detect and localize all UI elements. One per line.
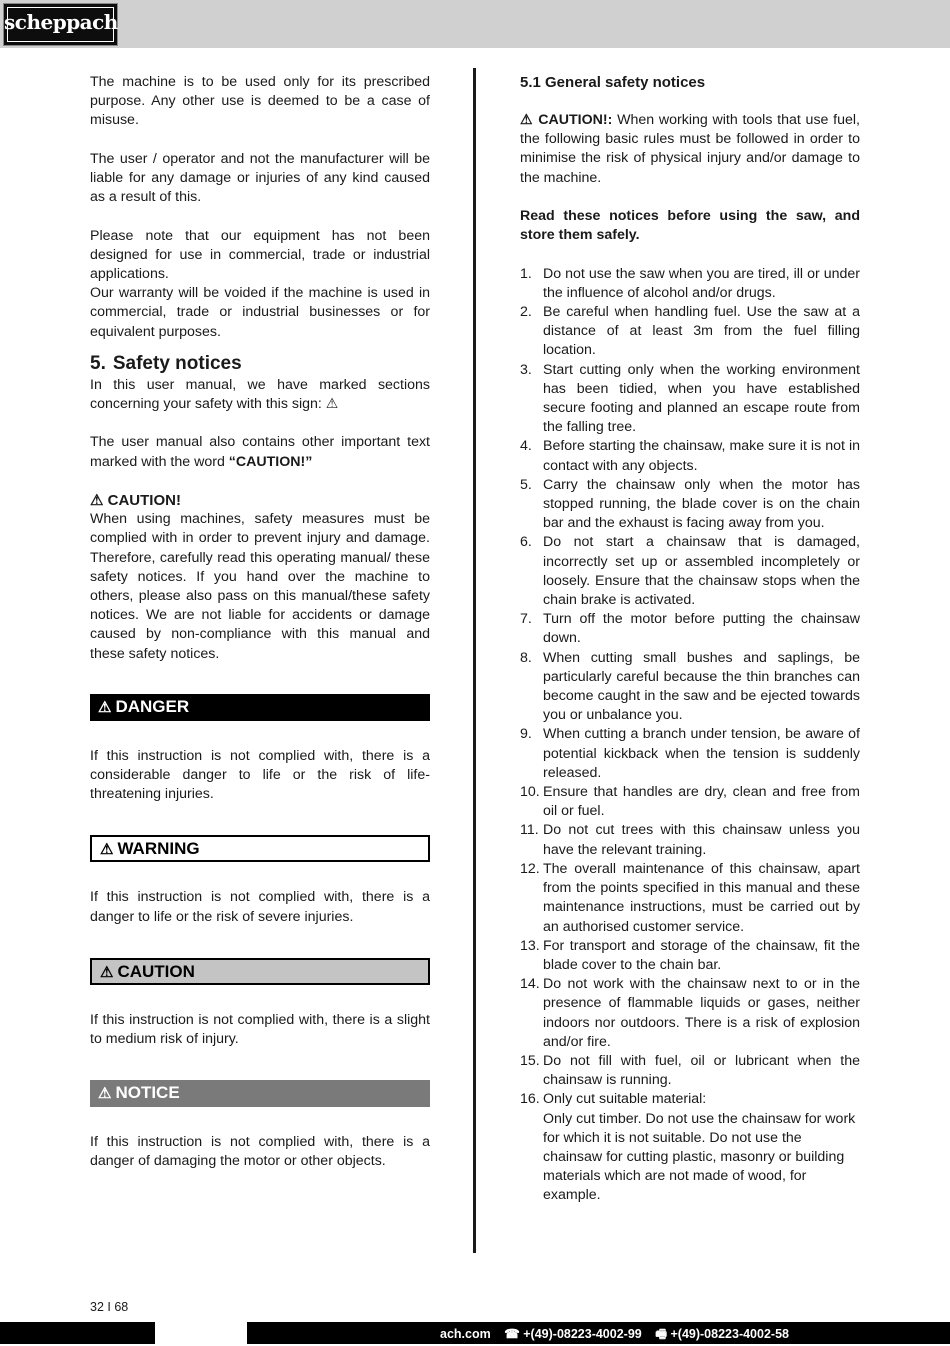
list-item [520, 783, 860, 821]
paragraph-commercial-use: Please note that our equipment has not been designed for use in commercial, trade or industrial applications. [90, 227, 430, 282]
paragraph-caution-word: The user manual also contains other important text marked with the word “CAUTION!” [90, 434, 430, 470]
footer-phone: ☎ +(49)-08223-4002-99 [504, 1327, 642, 1341]
warning-label-box: ⚠ WARNING [90, 835, 430, 862]
list-item-text: For transport and storage of the chainsaw, fit the blade cover to the chain bar. [543, 937, 860, 973]
footer-white-block [155, 1322, 247, 1344]
list-item-number: 4. [520, 438, 532, 455]
list-item [520, 1090, 860, 1109]
notice-text: If this instruction is not complied with, there is a danger of damaging the motor or other objects. [90, 1134, 430, 1170]
list-item [520, 937, 860, 975]
warning-text: If this instruction is not complied with, there is a danger to life or the risk of severe injuries. [90, 889, 430, 925]
list-item-number: 15. [520, 1052, 540, 1069]
list-item-text: Start cutting only when the working environment has been tidied, when you have established secure footing and planned an escape route from the falling tree. [543, 361, 860, 436]
list-item-number: 12. [520, 860, 540, 877]
list-item-text: Ensure that handles are dry, clean and free from oil or fuel. [543, 784, 860, 820]
section-number: 5. [90, 352, 106, 374]
paragraph-read-notices: Read these notices before using the saw, and store them safely. [520, 208, 860, 244]
footer-contact [440, 1325, 799, 1346]
list-item [520, 361, 860, 438]
caution-word: “CAUTION!” [228, 453, 313, 470]
list-item-number: 9. [520, 726, 532, 743]
footer-website: ach.com [440, 1327, 491, 1341]
warning-triangle-icon: ⚠ [98, 698, 112, 716]
footer-fax: 🖷 +(49)-08223-4002-58 [655, 1327, 789, 1341]
caution-text: If this instruction is not complied with, there is a slight to medium risk of injury. [90, 1011, 430, 1048]
list-item-number: 11. [520, 822, 539, 839]
danger-label-box: ⚠ DANGER [90, 694, 430, 721]
page-header [0, 0, 950, 48]
list-item-number: 13. [520, 937, 540, 954]
list-item-number: 1. [520, 265, 532, 282]
page-number: 32 I 68 [90, 1300, 129, 1314]
list-item-number: 14. [520, 976, 540, 993]
warning-triangle-icon: ⚠ [100, 963, 114, 981]
paragraph-liability: The user / operator and not the manufacturer will be liable for any damage or injuries of any kind caused as a result of this. [90, 150, 430, 206]
list-item [520, 437, 860, 475]
danger-text: If this instruction is not complied with, there is a considerable danger to life or the risk of life-threatening injuries. [90, 747, 430, 803]
paragraph-intended-use: The machine is to be used only for its prescribed purpose. Any other use is deemed to be a case of misuse. [90, 74, 430, 129]
list-item [520, 725, 860, 783]
list-item [520, 303, 860, 361]
notice-label-box: ⚠ NOTICE [90, 1080, 430, 1107]
list-item-text: Do not cut trees with this chainsaw unless you have the relevant training. [543, 822, 860, 858]
list-item [520, 649, 860, 726]
left-column [90, 73, 430, 1172]
list-item-text: Be careful when handling fuel. Use the saw at a distance of at least 3m from the fuel filling location. [543, 304, 860, 359]
caution-heading: ⚠ CAUTION! [90, 492, 181, 509]
list-item-number: 3. [520, 361, 532, 378]
warning-triangle-icon: ⚠ [100, 841, 114, 859]
list-item-number: 2. [520, 304, 532, 320]
list-item-text: Carry the chainsaw only when the motor has stopped running, the blade cover is on the chain bar and the exhaust is facing away from you. [543, 476, 860, 532]
safety-rules-list [520, 265, 860, 1110]
list-item-number: 8. [520, 649, 532, 666]
item16-extra: Only cut timber. Do not use the chainsaw for work for which it is not suitable. Do not use the chainsaw for cutting plastic, masonry or building materials which are not made of wood, for example. [543, 1110, 856, 1204]
section-title: Safety notices [112, 352, 242, 374]
list-item [520, 533, 860, 610]
list-item [520, 610, 860, 648]
list-item [520, 821, 860, 859]
list-item-text: Do not start a chainsaw that is damaged, incorrectly set up or assembled incompletely or loosely. Ensure that the chainsaw stops when the chain brake is activated. [543, 534, 860, 609]
list-item-number: 16. [520, 1091, 540, 1108]
list-item-text: When cutting small bushes and saplings, be particularly careful because the thin branches can become caught in the saw and be ejected towards you or unbalance you. [543, 649, 860, 724]
list-item [520, 265, 860, 303]
paragraph-safety-measures: When using machines, safety measures must be complied with in order to prevent injury and damage. Therefore, carefully read this operating manual/ these safety notices. If you hand over the machine to others, please also pass on this manual/these safety notices. We are not liable for accidents or damage caused by non-compliance with this manual and these safety notices. [90, 511, 430, 662]
list-item [520, 860, 860, 937]
list-item [520, 1052, 860, 1090]
list-item [520, 476, 860, 534]
paragraph-caution-fuel: ⚠ CAUTION!: When working with tools that use fuel, the following basic rules must be followed in order to minimise the risk of physical injury and/or damage to the machine. [520, 112, 860, 186]
scheppach-logo [3, 3, 118, 46]
list-item-text: Do not fill with fuel, oil or lubricant when the chainsaw is running. [543, 1052, 860, 1089]
column-divider [473, 68, 476, 1253]
section-heading [90, 352, 430, 376]
list-item-text: Turn off the motor before putting the chainsaw down. [543, 611, 860, 647]
paragraph-warranty: Our warranty will be voided if the machine is used in commercial, trade or industrial businesses or for equivalent purposes. [90, 285, 430, 340]
list-item-text: Do not work with the chainsaw next to or in the presence of flammable liquids or gases, neither indoors nor outdoors. There is a risk of explosion and/or fire. [543, 976, 860, 1050]
paragraph-safety-sign: In this user manual, we have marked sections concerning your safety with this sign: ⚠ [90, 376, 430, 413]
list-item-text: When cutting a branch under tension, be aware of potential kickback when the tension is suddenly released. [543, 726, 860, 781]
caution-label: ⚠ CAUTION!: [520, 112, 613, 128]
subsection-heading: 5.1 General safety notices [520, 74, 706, 91]
list-item-text: Do not use the saw when you are tired, ill or under the influence of alcohol and/or drugs. [543, 265, 860, 301]
list-item-number: 10. [520, 784, 540, 801]
list-item-text: Before starting the chainsaw, make sure it is not in contact with any objects. [543, 438, 860, 474]
right-column [520, 73, 860, 1206]
list-item-number: 5. [520, 476, 532, 493]
list-item-number: 6. [520, 534, 532, 551]
list-item-text: The overall maintenance of this chainsaw, apart from the points specified in this manual and these maintenance instructions, must be carried out by an authorised customer service. [543, 860, 860, 935]
logo-text: scheppach [4, 10, 118, 34]
list-item-number: 7. [520, 611, 532, 628]
warning-triangle-icon: ⚠ [98, 1085, 112, 1103]
list-item [520, 975, 860, 1052]
list-item-text: Only cut suitable material: [543, 1091, 707, 1108]
caution-label-box: ⚠ CAUTION [90, 958, 430, 985]
